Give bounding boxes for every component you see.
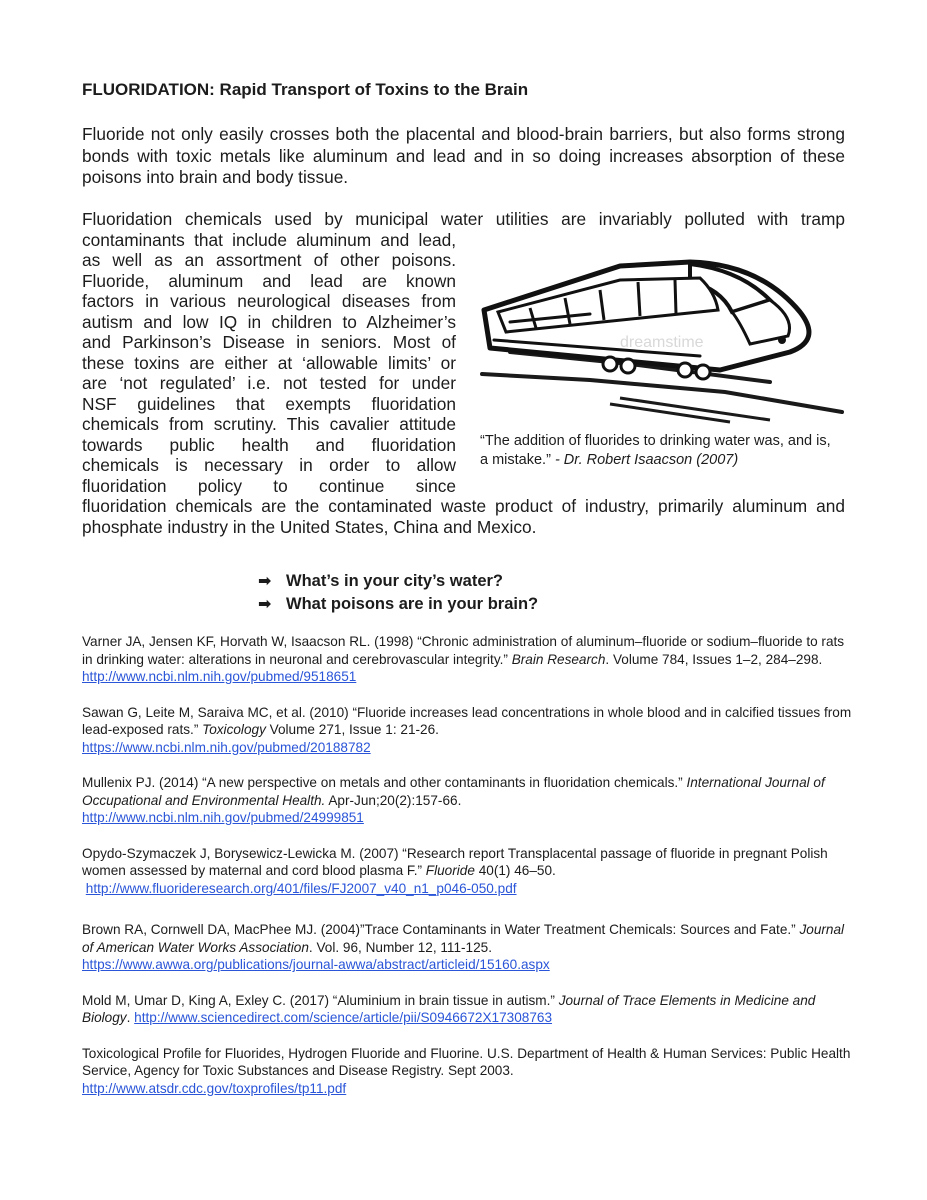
figure-caption <box>480 432 840 470</box>
body-line: contaminants that include aluminum and lead, <box>82 229 456 250</box>
body-line: NSF guidelines that exempts fluoridation <box>82 393 456 414</box>
body-line: fluoridation chemicals are the contaminated waste product of industry, primarily aluminum and <box>82 496 845 516</box>
reference-details: Apr-Jun;20(2):157-66. <box>325 792 462 808</box>
arrow-right-icon: ➡ <box>258 596 272 613</box>
question-item <box>258 570 538 593</box>
reference-link[interactable]: https://www.awwa.org/publications/journal-awwa/abstract/articleid/15160.aspx <box>82 957 550 972</box>
reference-text: Opydo-Szymaczek J, Borysewicz-Lewicka M. (2007) “Research report Transplacental passage of fluoride in pregnant Polish women assessed by maternal and cord blood plasma F.” <box>82 845 828 878</box>
caption-quote: “The addition of fluorides to drinking water was, and is, a mistake.” <box>480 433 831 468</box>
reference-details: . Volume 784, Issues 1–2, 284–298. <box>605 651 823 667</box>
reference-link[interactable]: http://www.fluorideresearch.org/401/files/FJ2007_v40_n1_p046-050.pdf <box>85 880 517 896</box>
reference-item <box>82 774 857 827</box>
reference-details: Volume 271, Issue 1: 21-26. <box>265 722 439 737</box>
reference-item <box>82 845 857 898</box>
reference-text: Mold M, Umar D, King A, Exley C. (2017) “Aluminium in brain tissue in autism.” <box>82 992 559 1008</box>
reference-text: Varner JA, Jensen KF, Horvath W, Isaacson RL. (1998) “Chronic administration of aluminum–fluoride or sodium–fluoride to rats in drinking water: alterations in neuronal and cerebrovascular integrity.” <box>82 634 845 667</box>
reference-journal: Brain Research <box>511 651 606 667</box>
reference-link[interactable]: https://www.ncbi.nlm.nih.gov/pubmed/20188782 <box>82 739 371 755</box>
caption-attribution: - Dr. Robert Isaacson (2007) <box>554 452 739 468</box>
reference-text: Sawan G, Leite M, Saraiva MC, et al. (2010) “Fluoride increases lead concentrations in whole blood and in calcified tissues from lead-exposed rats.” <box>82 704 852 737</box>
reference-link[interactable]: http://www.ncbi.nlm.nih.gov/pubmed/9518651 <box>82 669 357 684</box>
reference-journal: Journal of American Water Works Association <box>82 922 845 955</box>
references-list <box>82 633 857 1115</box>
question-text: What’s in your city’s water? <box>286 572 503 590</box>
reference-item <box>82 1045 857 1098</box>
body-line: chemicals from scrutiny. This cavalier attitude <box>82 414 456 434</box>
reference-journal: International Journal of Occupational and Environmental Health. <box>82 775 825 808</box>
body-line: Fluoridation chemicals used by municipal water utilities are invariably polluted with tramp <box>82 209 845 229</box>
watermark-text: dreamstime <box>620 334 704 351</box>
reference-details: . Vol. 96, Number 12, 111-125. <box>308 939 493 955</box>
body-line: factors in various neurological diseases from <box>82 291 456 311</box>
question-text: What poisons are in your brain? <box>286 595 539 613</box>
reference-details: . <box>126 1010 135 1025</box>
body-line: as well as an assortment of other poisons. <box>82 250 456 270</box>
body-line: fluoridation policy to continue since <box>82 475 456 496</box>
reference-item <box>82 921 857 974</box>
body-line: towards public health and fluoridation <box>82 434 456 455</box>
reference-item <box>82 633 857 686</box>
train-icon <box>470 252 846 424</box>
body-line: chemicals is necessary in order to allow <box>82 455 456 475</box>
reference-journal: Journal of Trace Elements in Medicine and Biology <box>82 992 816 1025</box>
reference-journal: Fluoride <box>425 863 475 878</box>
reference-item <box>82 992 857 1027</box>
reference-item <box>82 704 857 757</box>
body-line: autism and low IQ in children to Alzheimer’s <box>82 311 456 332</box>
reference-text: Brown RA, Cornwell DA, MacPhee MJ. (2004)”Trace Contaminants in Water Treatment Chemicals: Sources and Fate.” <box>82 922 800 937</box>
train-illustration <box>470 252 846 424</box>
question-item <box>258 593 538 616</box>
reference-link[interactable]: http://www.atsdr.cdc.gov/toxprofiles/tp11.pdf <box>82 1080 347 1096</box>
question-list <box>258 570 538 616</box>
reference-text: Toxicological Profile for Fluorides, Hydrogen Fluoride and Fluorine. U.S. Department of Health & Human Services: Public Health Service, Agency for Toxic Substances and Disease Registry. Sept 2003. <box>82 1045 851 1078</box>
body-line: are ‘not regulated’ i.e. not tested for under <box>82 373 456 393</box>
reference-journal: Toxicology <box>202 722 266 737</box>
body-line: and Parkinson’s Disease in seniors. Most of <box>82 332 456 352</box>
page-title: FLUORIDATION: Rapid Transport of Toxins to the Brain <box>82 80 529 99</box>
arrow-right-icon: ➡ <box>258 573 272 590</box>
reference-text: Mullenix PJ. (2014) “A new perspective on metals and other contaminants in fluoridation chemicals.” <box>82 775 687 790</box>
body-line: Fluoride, aluminum and lead are known <box>82 270 456 291</box>
body-line: phosphate industry in the United States, China and Mexico. <box>82 516 537 537</box>
reference-link[interactable]: http://www.sciencedirect.com/science/article/pii/S0946672X17308763 <box>134 1010 553 1025</box>
body-line: these toxins are either at ‘allowable limits’ or <box>82 352 456 373</box>
reference-details: 40(1) 46–50. <box>474 863 556 878</box>
reference-link[interactable]: http://www.ncbi.nlm.nih.gov/pubmed/24999851 <box>82 810 364 825</box>
intro-paragraph: Fluoride not only easily crosses both the placental and blood-brain barriers, but also forms strong bonds with toxic metals like aluminum and lead and in so doing increases absorption of these poisons into brain and body tissue. <box>82 124 845 187</box>
